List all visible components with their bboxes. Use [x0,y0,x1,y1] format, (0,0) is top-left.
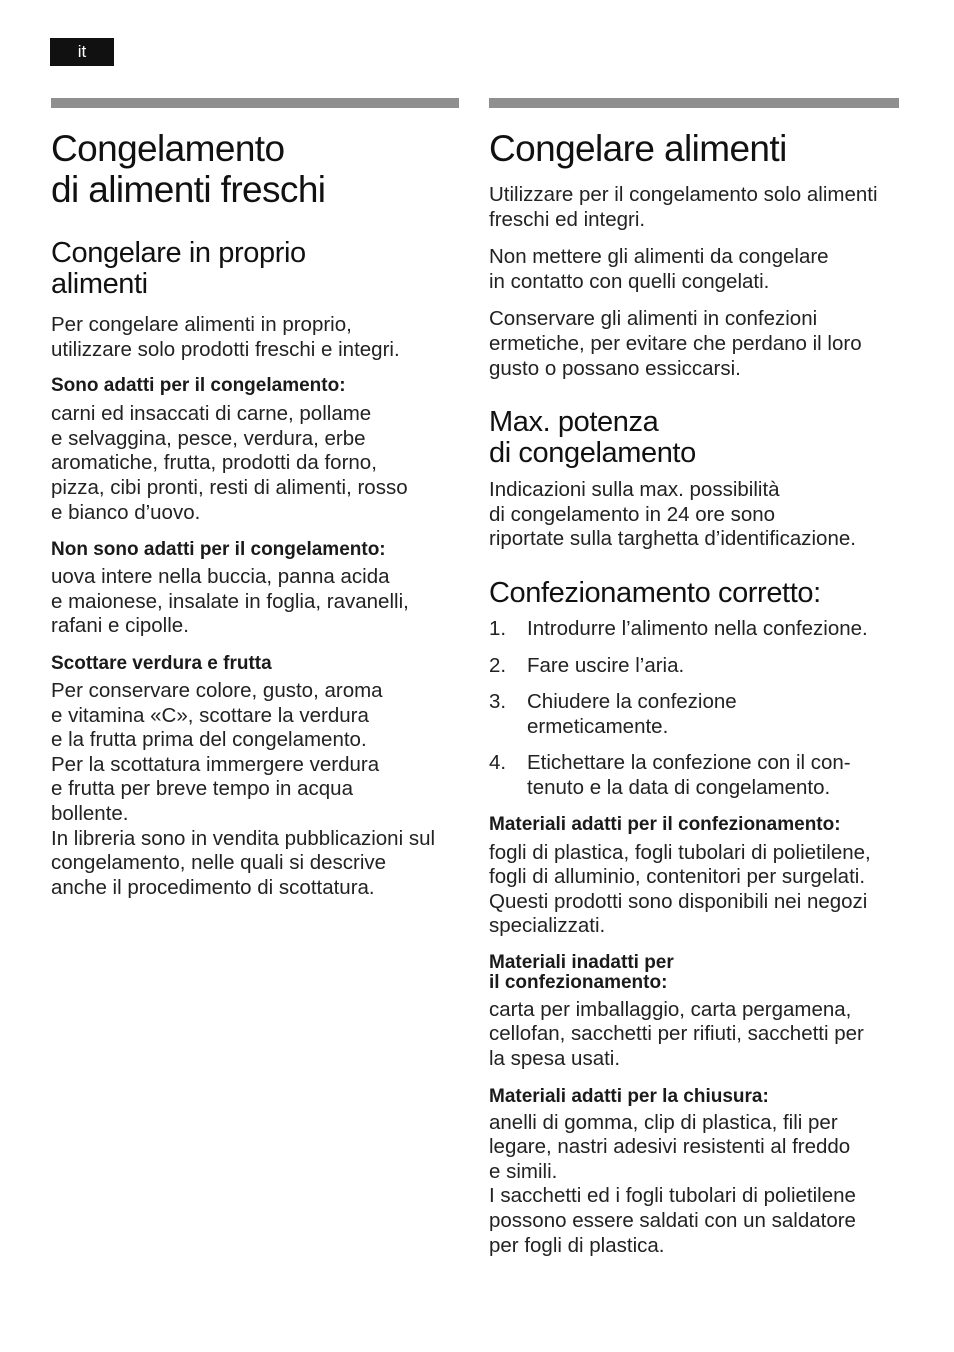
max-freezing-capacity-heading: Max. potenza di congelamento [489,406,696,470]
step-number: 1. [489,616,507,640]
section-divider-bar [489,98,899,108]
language-badge: it [50,38,114,66]
list-item [489,751,899,800]
step-text: Chiudere la confezione ermeticamente. [527,690,737,738]
unsuitable-foods-text: uova intere nella buccia, panna acida e maionese, insalate in foglia, ravanelli, rafani e cipolle. [51,565,409,638]
suitable-packaging-text: fogli di plastica, fogli tubolari di polietilene, fogli di alluminio, contenitori per surgelati. Questi prodotti sono disponibili nei negozi specializzati. [489,840,871,938]
blanching-text: Per conservare colore, gusto, aroma e vitamina «C», scottare la verdura e la frutta prima del congelamento. Per la scottatura immergere verdura e frutta per breve tempo in acqua bollente. In libreria sono in vendita pubblicazioni sul congelamento, nelle quali si descrive anche il procedimento di scottatura. [51,678,436,899]
paragraph-airtight: Conservare gli alimenti in confezioni ermetiche, per evitare che perdano il loro gusto o possano essiccarsi. [489,307,862,380]
section-divider-bar [51,98,459,108]
right-column [489,98,899,1258]
step-number: 4. [489,751,507,775]
step-number: 3. [489,690,507,714]
blanching-heading: Scottare verdura e frutta [51,652,272,674]
list-item [489,690,899,739]
step-text: Fare uscire l’aria. [527,653,685,677]
correct-packaging-heading: Confezionamento corretto: [489,576,821,609]
paragraph-fresh-food: Utilizzare per il congelamento solo alimenti freschi ed integri. [489,183,878,231]
max-freezing-capacity-text: Indicazioni sulla max. possibilità di congelamento in 24 ore sono riportate sulla targhetta d’identificazione. [489,478,856,551]
unsuitable-foods-heading: Non sono adatti per il congelamento: [51,539,386,561]
list-item [489,617,899,642]
intro-paragraph: Per congelare alimenti in proprio, utilizzare solo prodotti freschi e integri. [51,313,400,361]
closure-materials-heading: Materiali adatti per la chiusura: [489,1085,769,1107]
left-column [51,98,459,900]
unsuitable-packaging-heading: Materiali inadatti per il confezionamento: [489,951,674,993]
packaging-steps-list [489,617,899,801]
list-item [489,654,899,679]
step-text: Etichettare la confezione con il con- tenuto e la data di congelamento. [527,751,851,799]
unsuitable-packaging-text: carta per imballaggio, carta pergamena, cellofan, sacchetti per rifiuti, sacchetti per la spesa usati. [489,997,864,1071]
suitable-foods-text: carni ed insaccati di carne, pollame e selvaggina, pesce, verdura, erbe aromatiche, frutta, prodotti da forno, pizza, cibi pronti, resti di alimenti, rosso e bianco d’uovo. [51,402,408,524]
step-text: Introdurre l’alimento nella confezione. [527,616,868,640]
section-title-freezing-food: Congelare alimenti [489,128,787,169]
subsection-title-home-freezing: Congelare in proprio alimenti [51,237,306,300]
paragraph-no-contact: Non mettere gli alimenti da congelare in contatto con quelli congelati. [489,245,829,293]
suitable-packaging-heading: Materiali adatti per il confezionamento: [489,813,841,835]
closure-materials-text: anelli di gomma, clip di plastica, fili per legare, nastri adesivi resistenti al freddo e simili. I sacchetti ed i fogli tubolari di polietilene possono essere saldati con un saldatore per fogli di plastica. [489,1110,856,1257]
suitable-foods-heading: Sono adatti per il congelamento: [51,375,346,397]
step-number: 2. [489,653,507,677]
page-title: Congelamento di alimenti freschi [51,128,326,210]
